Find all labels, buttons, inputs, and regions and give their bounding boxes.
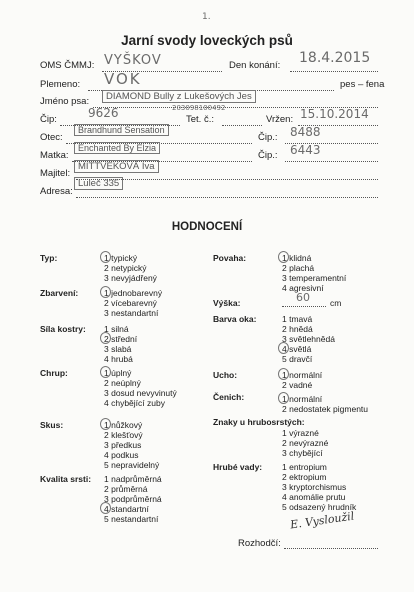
dam-label: Matka: xyxy=(40,150,69,161)
kostry-label: Síla kostry: xyxy=(40,324,86,334)
sire-label: Otec: xyxy=(40,132,63,143)
date-value: 18.4.2015 xyxy=(299,50,371,66)
zbarveni-option: 1 jednobarevný xyxy=(104,288,163,298)
barva-option: 3 světlehnědá xyxy=(282,334,335,344)
chrup-option: 1 úplný xyxy=(104,368,132,378)
dam-cip-line xyxy=(285,161,378,162)
oms-value: VYŠKOV xyxy=(104,53,162,68)
page-mark: 1. xyxy=(202,12,211,22)
povaha-label: Povaha: xyxy=(213,253,247,263)
kostry-option: 2 střední xyxy=(104,334,138,344)
breed-label: Plemeno: xyxy=(40,79,81,90)
selection-circle xyxy=(278,342,289,354)
vady-option: 1 entropium xyxy=(282,462,327,472)
sire-cip-value: 8488 xyxy=(290,125,321,139)
selection-circle xyxy=(278,251,289,263)
form-title: Jarní svody loveckých psů xyxy=(121,33,293,48)
chrup-label: Chrup: xyxy=(40,368,68,378)
vyska-label: Výška: xyxy=(213,298,241,308)
barva-option: 5 dravčí xyxy=(282,354,313,364)
section-title: HODNOCENÍ xyxy=(171,221,243,233)
srst-option: 3 podprůměrná xyxy=(104,494,162,504)
selection-circle xyxy=(100,502,111,514)
vady-option: 3 kryptorchismus xyxy=(282,482,347,492)
dam-cip-label: Čip.: xyxy=(258,150,278,161)
tattoo-label: Tet. č.: xyxy=(186,114,214,125)
judge-line xyxy=(284,548,378,549)
typ-option: 3 nevyjádřený xyxy=(104,273,157,283)
date-label: Den konání: xyxy=(229,60,281,71)
skus-option: 5 nepravidelný xyxy=(104,460,160,470)
hrubost-label: Znaky u hrubosrstých: xyxy=(213,417,305,427)
name-label: Jméno psa: xyxy=(40,96,90,107)
vady-option: 5 odsazený hrudník xyxy=(282,502,357,512)
barva-option: 4 světlá xyxy=(282,344,312,354)
zbarveni-label: Zbarvení: xyxy=(40,288,79,298)
judge-signature: E. Vysloužil xyxy=(289,509,356,532)
cenich-option: 1 normální xyxy=(282,394,323,404)
skus-option: 1 nůžkový xyxy=(104,420,143,430)
vyska-value: 60 xyxy=(296,291,310,304)
date-line xyxy=(290,71,378,72)
skus-label: Skus: xyxy=(40,420,64,430)
address-line xyxy=(76,197,378,198)
owner-value: MITTVEKOVÁ Iva xyxy=(74,160,159,173)
cenich-option: 2 nedostatek pigmentu xyxy=(282,404,369,414)
selection-circle xyxy=(100,366,111,378)
ucho-option: 2 vadné xyxy=(282,380,313,390)
srst-option: 1 nadprůměrná xyxy=(104,474,162,484)
skus-option: 2 klešťový xyxy=(104,430,143,440)
tattoo-line xyxy=(222,125,262,126)
name-value: DIAMOND Bully z Lukešových Jes xyxy=(102,90,256,103)
vady-option: 4 anomálie prutu xyxy=(282,492,346,502)
ucho-label: Ucho: xyxy=(213,370,238,380)
kostry-option: 1 silná xyxy=(104,324,129,334)
tattoo-value: 203098100492 xyxy=(172,104,226,112)
chip-label: Čip: xyxy=(40,114,57,125)
typ-option: 2 netypický xyxy=(104,263,147,273)
zbarveni-option: 3 nestandartní xyxy=(104,308,159,318)
zbarveni-option: 2 vícebarevný xyxy=(104,298,157,308)
barva-label: Barva oka: xyxy=(213,314,257,324)
selection-circle xyxy=(100,251,111,263)
vady-label: Hrubé vady: xyxy=(213,462,263,472)
selection-circle xyxy=(278,392,289,404)
povaha-option: 2 plachá xyxy=(282,263,315,273)
skus-option: 4 podkus xyxy=(104,450,139,460)
povaha-option: 3 temperamentní xyxy=(282,273,347,283)
selection-circle xyxy=(100,286,111,298)
hrubost-option: 3 chybějící xyxy=(282,448,323,458)
selection-circle xyxy=(100,418,111,430)
kostry-option: 4 hrubá xyxy=(104,354,133,364)
owner-label: Majitel: xyxy=(40,168,71,179)
sire-value: Brandhund Sensation xyxy=(74,124,169,136)
skus-option: 3 předkus xyxy=(104,440,142,450)
povaha-option: 4 agresivní xyxy=(282,283,324,293)
vady-option: 2 ektropium xyxy=(282,472,327,482)
oms-label: OMS ČMMJ: xyxy=(40,60,95,71)
chrup-option: 2 neúplný xyxy=(104,378,141,388)
sex-label: pes – fena xyxy=(340,79,385,90)
hrubost-option: 2 nevýrazné xyxy=(282,438,329,448)
hrubost-option: 1 výrazné xyxy=(282,428,319,438)
chip-value: 9626 xyxy=(88,106,119,120)
dam-cip-value: 6443 xyxy=(290,143,321,157)
kostry-option: 3 slabá xyxy=(104,344,132,354)
selection-circle xyxy=(100,332,111,344)
born-label: Vržen: xyxy=(266,114,294,125)
srst-option: 4 standartní xyxy=(104,504,149,514)
dam-value: Enchanted By Elzia xyxy=(74,142,160,154)
chrup-option: 3 dosud nevyvinutý xyxy=(104,388,177,398)
barva-option: 1 tmavá xyxy=(282,314,313,324)
breed-value: VOK xyxy=(104,70,142,88)
povaha-option: 1 klidná xyxy=(282,253,312,263)
ucho-option: 1 normální xyxy=(282,370,323,380)
address-label: Adresa: xyxy=(40,186,73,197)
typ-label: Typ: xyxy=(40,253,58,263)
chrup-option: 4 chybějící zuby xyxy=(104,398,165,408)
cenich-label: Čenich: xyxy=(213,392,245,402)
address-value: Luleč 335 xyxy=(74,177,123,190)
born-value: 15.10.2014 xyxy=(300,107,369,121)
typ-option: 1 typický xyxy=(104,253,138,263)
selection-circle xyxy=(278,368,289,380)
srst-option: 2 průměrná xyxy=(104,484,148,494)
vyska-unit: cm xyxy=(330,298,342,308)
judge-label: Rozhodčí: xyxy=(238,538,281,549)
srst-label: Kvalita srsti: xyxy=(40,474,92,484)
sire-cip-label: Čip.: xyxy=(258,132,278,143)
vyska-line xyxy=(282,306,326,307)
barva-option: 2 hnědá xyxy=(282,324,313,334)
srst-option: 5 nestandartní xyxy=(104,514,159,524)
